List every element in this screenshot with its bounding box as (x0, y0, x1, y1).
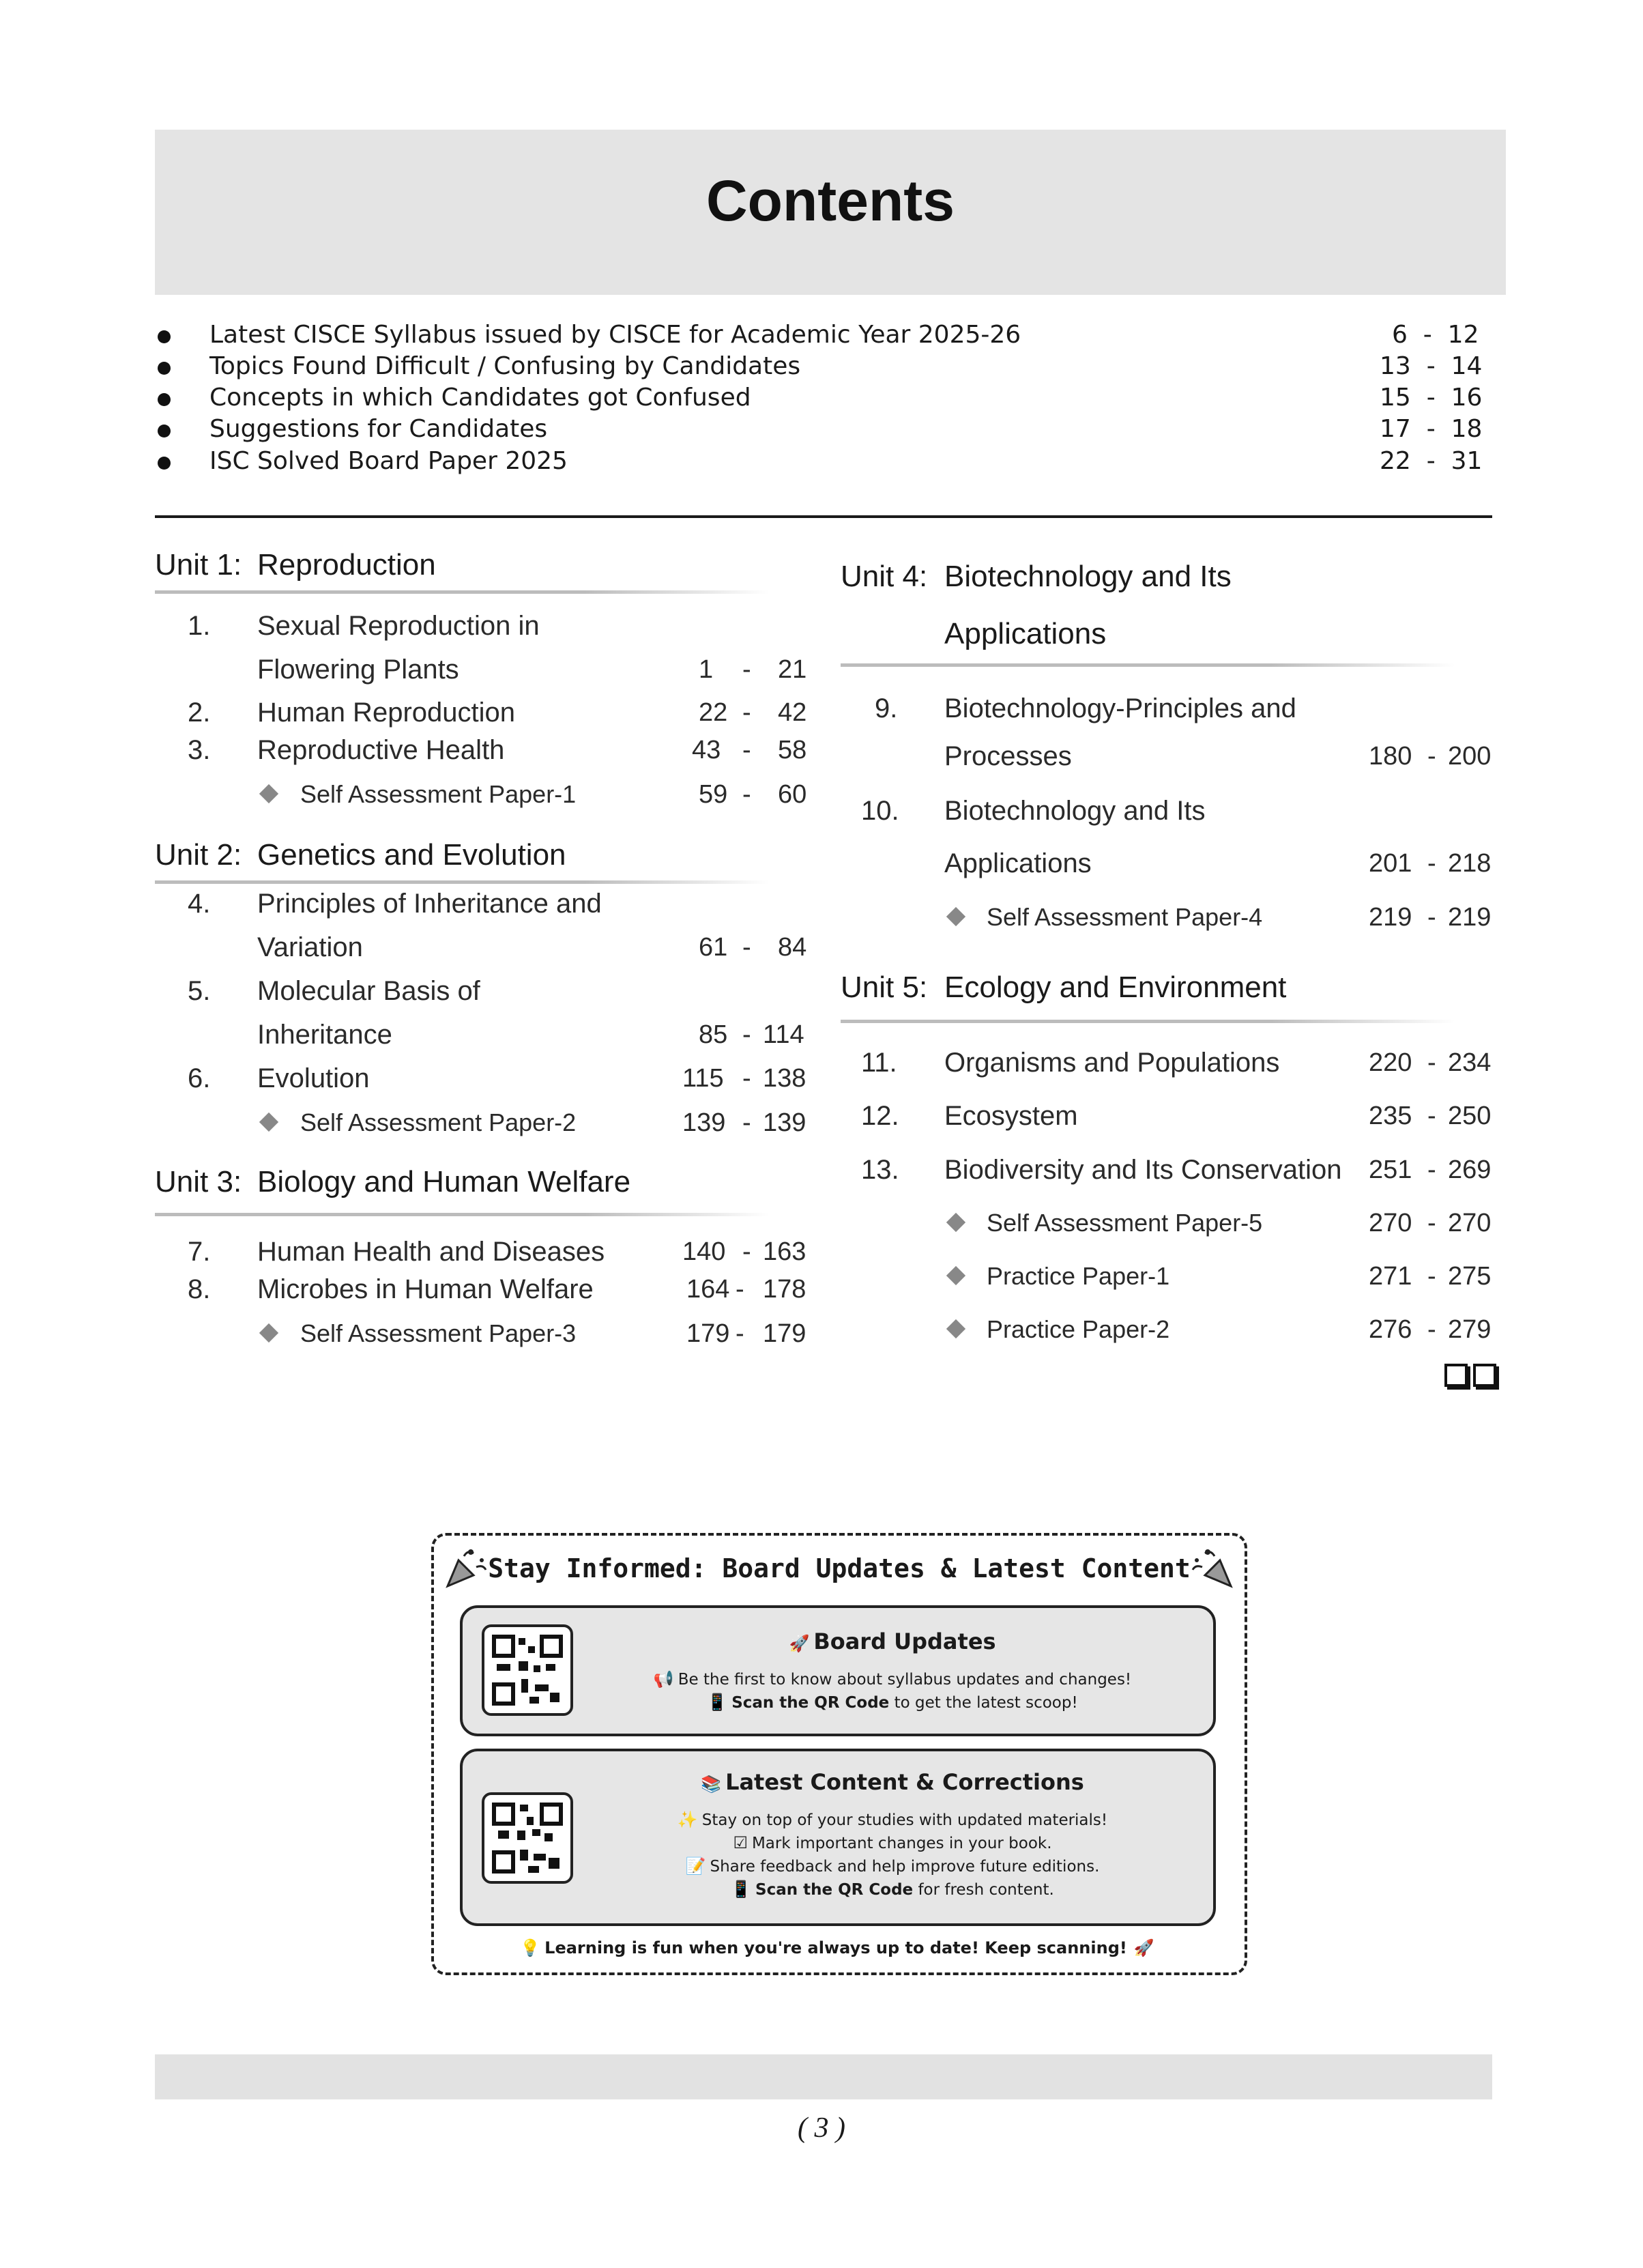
bullet-icon (158, 330, 171, 343)
unit-label: Unit 5: (841, 971, 928, 1004)
practice-paper-title: Practice Paper-1 (987, 1262, 1170, 1290)
chapter-number: 3. (188, 735, 211, 765)
page-from: 164 (686, 1275, 730, 1304)
chapter-number: 8. (188, 1274, 211, 1304)
chapter-title: Human Health and Diseases (257, 1237, 605, 1267)
chapter-title: Microbes in Human Welfare (257, 1274, 594, 1304)
page-from: 115 (682, 1064, 724, 1093)
diamond-bullet-icon (946, 1213, 965, 1232)
chapter-title: Ecosystem (944, 1101, 1078, 1131)
page-dash: - (1427, 849, 1436, 878)
page-from: 180 (1369, 742, 1412, 771)
page-to: 58 (778, 736, 807, 764)
chapter-number: 10. (861, 796, 899, 826)
diamond-bullet-icon (946, 907, 965, 926)
promo-footer (434, 1938, 1245, 1957)
bullet-icon (158, 393, 171, 406)
unit-heading (155, 1165, 631, 1199)
page-dash: - (736, 1319, 744, 1348)
page-from: 43 (692, 736, 721, 764)
page-dash: - (1427, 1155, 1436, 1184)
page-to: 200 (1448, 742, 1492, 771)
page-from: 61 (699, 933, 728, 962)
footer-band (155, 2054, 1492, 2099)
latest-content-title-text: Latest Content & Corrections (725, 1769, 1084, 1795)
page-from: 140 (682, 1237, 726, 1266)
page-to: 163 (763, 1237, 806, 1266)
rocket-icon: 🚀 (789, 1634, 810, 1653)
page-from: 179 (686, 1319, 730, 1348)
scan-qr-bold: Scan the QR Code (731, 1694, 890, 1712)
unit-label: Unit 2: (155, 838, 242, 872)
intro-item-pages: 15 - 16 (1380, 384, 1483, 412)
intro-item (155, 384, 1485, 415)
intro-item-pages: 6 - 12 (1392, 321, 1479, 349)
page-from: 271 (1369, 1262, 1412, 1291)
page-to: 234 (1448, 1048, 1492, 1077)
chapter-title: Reproductive Health (257, 735, 505, 765)
unit-title: Ecology and Environment (944, 971, 1287, 1004)
page-dash: - (1427, 1048, 1436, 1077)
page-dash: - (742, 655, 751, 684)
diamond-bullet-icon (259, 1323, 278, 1343)
unit-label: Unit 4: (841, 560, 928, 593)
unit-label: Unit 3: (155, 1165, 242, 1198)
latest-content-line-text: Mark important changes in your book. (751, 1835, 1052, 1852)
diamond-bullet-icon (946, 1319, 965, 1338)
end-marks-icon (1444, 1364, 1502, 1390)
page-from: 220 (1369, 1048, 1412, 1077)
intro-item (155, 321, 1485, 352)
scan-qr-rest: to get the latest scoop! (889, 1694, 1078, 1712)
page-to: 279 (1448, 1315, 1492, 1344)
page-dash: - (1427, 1209, 1436, 1237)
page-from: 201 (1369, 849, 1412, 878)
page-to: 179 (763, 1319, 806, 1348)
latest-content-title (585, 1769, 1199, 1795)
assessment-paper-title: Self Assessment Paper-4 (987, 903, 1263, 931)
chapter-number: 6. (188, 1063, 211, 1093)
bullet-icon (158, 457, 171, 470)
chapter-number: 2. (188, 698, 211, 728)
phone-icon: 📱 (731, 1880, 752, 1899)
latest-content-line-text: Share feedback and help improve future editions. (710, 1858, 1100, 1876)
assessment-paper-title: Self Assessment Paper-3 (300, 1319, 577, 1347)
rocket-icon: 🚀 (1133, 1938, 1154, 1957)
chapter-title: Applications (944, 848, 1092, 878)
latest-content-panel (460, 1749, 1216, 1926)
intro-item-text: Latest CISCE Syllabus issued by CISCE for Academic Year 2025-26 (209, 321, 1021, 349)
board-updates-line-text: Be the first to know about syllabus updates and changes! (678, 1671, 1132, 1689)
page-from: 251 (1369, 1155, 1412, 1184)
page-dash: - (1427, 1102, 1436, 1130)
page-dash: - (742, 736, 751, 764)
unit-title: Biology and Human Welfare (257, 1165, 631, 1198)
chapter-number: 5. (188, 976, 211, 1006)
unit-underline (155, 590, 769, 594)
intro-item-pages: 13 - 14 (1380, 352, 1483, 380)
page-to: 270 (1448, 1209, 1492, 1237)
intro-item (155, 415, 1485, 446)
page-number: ( 3 ) (798, 2112, 845, 2144)
chapter-number: 12. (861, 1101, 899, 1131)
page-from: 59 (699, 780, 728, 809)
unit-title: Reproduction (257, 548, 436, 582)
board-updates-title-text: Board Updates (813, 1628, 996, 1654)
qr-code-icon[interactable] (482, 1792, 573, 1884)
page-to: 219 (1448, 903, 1492, 932)
books-icon: 📚 (701, 1775, 722, 1794)
page-dash: - (742, 698, 751, 727)
page-dash: - (1427, 742, 1436, 771)
intro-item-pages: 17 - 18 (1380, 415, 1483, 443)
page-to: 275 (1448, 1262, 1492, 1291)
chapter-title: Variation (257, 932, 363, 962)
intro-item-pages: 22 - 31 (1380, 447, 1483, 475)
chapter-number: 4. (188, 889, 211, 919)
promo-footer-text: Learning is fun when you're always up to date! Keep scanning! (544, 1938, 1127, 1957)
page-dash: - (1427, 1315, 1436, 1344)
page-from: 276 (1369, 1315, 1412, 1344)
scan-qr-rest: for fresh content. (913, 1881, 1054, 1899)
page-to: 114 (763, 1020, 804, 1049)
latest-content-line (585, 1810, 1199, 1829)
page-to: 139 (763, 1108, 806, 1137)
unit-heading (841, 560, 1232, 650)
page-from: 270 (1369, 1209, 1412, 1237)
page-from: 219 (1369, 903, 1412, 932)
lightbulb-icon: 💡 (520, 1938, 541, 1957)
unit-underline (155, 880, 769, 884)
assessment-paper-title: Self Assessment Paper-5 (987, 1209, 1263, 1237)
page-dash: - (1427, 903, 1436, 932)
page-to: 21 (778, 655, 807, 684)
unit-underline (155, 1213, 769, 1216)
chapter-number: 1. (188, 611, 211, 641)
sparkles-icon: ✨ (677, 1810, 698, 1829)
page-from: 1 (699, 655, 714, 684)
page-dash: - (742, 933, 751, 962)
diamond-bullet-icon (259, 1113, 278, 1132)
page-title: Contents (706, 169, 955, 233)
page-from: 22 (699, 698, 728, 727)
title-band (155, 130, 1506, 295)
page-to: 250 (1448, 1102, 1492, 1130)
page-dash: - (742, 780, 751, 809)
board-updates-panel (460, 1605, 1216, 1736)
chapter-title: Biotechnology-Principles and (944, 693, 1296, 723)
page-to: 269 (1448, 1155, 1492, 1184)
assessment-paper-title: Self Assessment Paper-2 (300, 1108, 577, 1136)
unit-underline (841, 663, 1455, 667)
chapter-title: Processes (944, 741, 1072, 771)
chapter-number: 7. (188, 1237, 211, 1267)
diamond-bullet-icon (946, 1266, 965, 1285)
latest-content-line (585, 1833, 1199, 1852)
page-dash: - (742, 1108, 751, 1137)
unit-title: Genetics and Evolution (257, 838, 566, 872)
board-updates-scan-line (585, 1693, 1199, 1712)
page-to: 178 (763, 1275, 806, 1304)
unit-underline (841, 1020, 1455, 1023)
page-to: 42 (778, 698, 807, 727)
intro-item-text: Topics Found Difficult / Confusing by Candidates (209, 352, 801, 380)
checkbox-icon: ☑ (733, 1833, 748, 1852)
megaphone-icon: 📢 (653, 1669, 674, 1689)
page-to: 84 (778, 933, 807, 962)
bullet-icon (158, 425, 171, 437)
page-from: 139 (682, 1108, 726, 1137)
chapter-title: Biodiversity and Its Conservation (944, 1155, 1342, 1185)
page-dash: - (1427, 1262, 1436, 1291)
memo-icon: 📝 (685, 1856, 706, 1876)
assessment-paper-title: Self Assessment Paper-1 (300, 780, 577, 808)
promo-heading: Stay Informed: Board Updates & Latest Content (488, 1553, 1191, 1583)
latest-content-line (585, 1856, 1199, 1876)
page-dash: - (742, 1064, 751, 1093)
chapter-title: Principles of Inheritance and (257, 889, 602, 919)
chapter-title: Human Reproduction (257, 698, 515, 728)
latest-content-scan-line (585, 1880, 1199, 1899)
page-to: 60 (778, 780, 807, 809)
chapter-title: Organisms and Populations (944, 1048, 1280, 1078)
practice-paper-title: Practice Paper-2 (987, 1315, 1170, 1343)
phone-icon: 📱 (707, 1693, 728, 1712)
chapter-number: 9. (875, 693, 898, 723)
unit-title: Biotechnology and Its (944, 560, 1232, 593)
page-to: 218 (1448, 849, 1492, 878)
page-dash: - (736, 1275, 744, 1304)
chapter-title: Molecular Basis of (257, 976, 480, 1006)
board-updates-line (585, 1669, 1199, 1689)
diamond-bullet-icon (259, 784, 278, 803)
page-dash: - (742, 1020, 751, 1049)
unit-heading (155, 548, 436, 582)
chapter-number: 11. (861, 1048, 897, 1078)
chapter-number: 13. (861, 1155, 899, 1185)
page-from: 85 (699, 1020, 728, 1049)
scan-qr-bold: Scan the QR Code (755, 1881, 914, 1899)
intro-item-text: ISC Solved Board Paper 2025 (209, 447, 568, 475)
section-divider (155, 515, 1492, 518)
intro-item (155, 447, 1485, 478)
intro-item (155, 352, 1485, 384)
unit-title: Applications (944, 617, 1107, 650)
chapter-title: Biotechnology and Its (944, 796, 1206, 826)
stay-informed-box (431, 1533, 1247, 1975)
chapter-title: Sexual Reproduction in (257, 611, 540, 641)
intro-item-text: Concepts in which Candidates got Confused (209, 384, 751, 412)
intro-item-text: Suggestions for Candidates (209, 415, 548, 443)
latest-content-line-text: Stay on top of your studies with updated materials! (701, 1811, 1108, 1829)
page-dash: - (742, 1237, 751, 1266)
page-to: 138 (763, 1064, 806, 1093)
page-from: 235 (1369, 1102, 1412, 1130)
qr-code-icon[interactable] (482, 1624, 573, 1716)
chapter-title: Flowering Plants (257, 655, 459, 685)
chapter-title: Inheritance (257, 1020, 392, 1050)
board-updates-title (585, 1628, 1199, 1654)
unit-heading (155, 838, 566, 872)
unit-heading (841, 971, 1287, 1005)
chapter-title: Evolution (257, 1063, 370, 1093)
bullet-icon (158, 362, 171, 375)
unit-label: Unit 1: (155, 548, 242, 582)
